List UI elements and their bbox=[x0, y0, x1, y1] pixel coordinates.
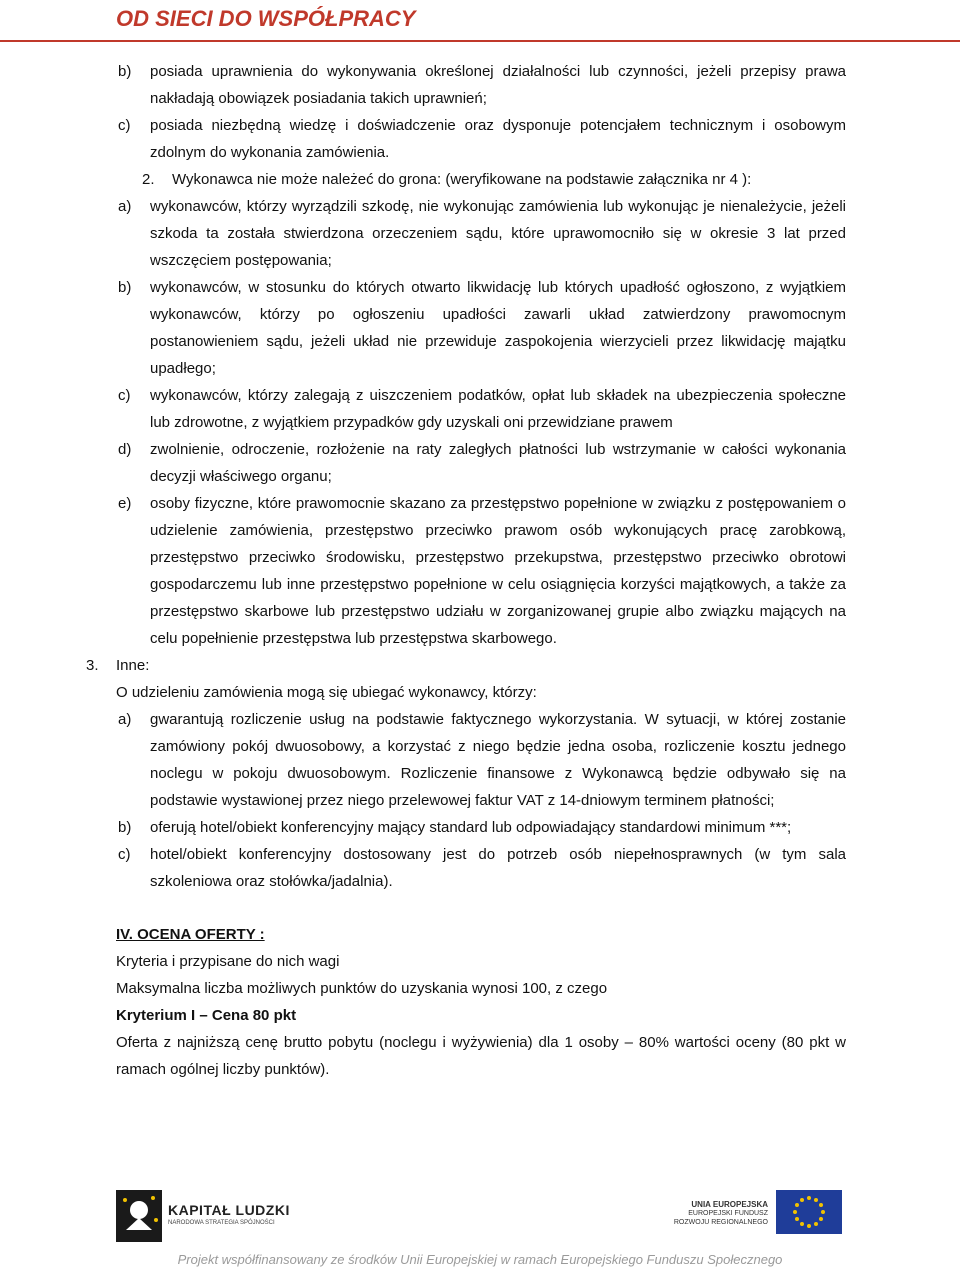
list-item-text: zwolnienie, odroczenie, rozłożenie na raty zaległych płatności lub wstrzymanie w całości wykonania decyzji właściwego organu; bbox=[150, 441, 846, 485]
eu-line-3: ROZWOJU REGIONALNEGO bbox=[673, 1219, 768, 1226]
list-marker: d) bbox=[118, 441, 132, 458]
list-item-c2 bbox=[118, 382, 846, 436]
list-item-b1 bbox=[118, 58, 846, 112]
kapital-ludzki-emblem-icon bbox=[116, 1190, 162, 1242]
list-item-e2 bbox=[118, 490, 846, 652]
list-item-text: oferują hotel/obiekt konferencyjny mający standard lub odpowiadający standardowi minimum ***; bbox=[150, 819, 792, 836]
list-item-text: gwarantują rozliczenie usług na podstawie faktycznego wykorzystania. W sytuacji, w której zostanie zamówiony pokój dwuosobowy, a korzystać z niego będzie jedna osoba, rozliczenie kosztu jednego noclegu w pokoju dwuosobowym. Rozliczenie finansowe z Wykonawcą będzie odbywało się na podstawie wystawionej przez niego przelewowej faktur VAT z 14-dniowym terminem płatności; bbox=[150, 711, 846, 809]
list-marker: e) bbox=[118, 495, 132, 512]
list-marker: a) bbox=[118, 711, 132, 728]
list-item-text: wykonawców, w stosunku do których otwarto likwidację lub których upadłość ogłoszono, z wyjątkiem wykonawców, którzy po ogłoszeniu upadłości zawarli układ zatwierdzony prawomocnym postanowieniem sądu, jeżeli układ nie przewiduje zaspokojenia wierzycieli przez likwidację majątku upadłego; bbox=[150, 279, 846, 377]
list-marker: 3. bbox=[86, 657, 99, 674]
list-item-text: wykonawców, którzy zalegają z uiszczeniem podatków, opłat lub składek na ubezpieczenia społeczne lub zdrowotne, z wyjątkiem przypadków gdy uzyskali oni przewidziane prawem bbox=[150, 387, 846, 431]
list-item-c3 bbox=[118, 841, 846, 895]
list-item-a2 bbox=[118, 193, 846, 274]
list-marker: 2. bbox=[142, 171, 155, 188]
list-item-text: posiada niezbędną wiedzę i doświadczenie oraz dysponuje potencjałem technicznym i osobowym zdolnym do wykonania zamówienia. bbox=[150, 117, 846, 161]
list-marker: c) bbox=[118, 846, 131, 863]
list-item-b3 bbox=[118, 814, 846, 841]
criterion-description bbox=[116, 1029, 846, 1083]
list-item-text: posiada uprawnienia do wykonywania określonej działalności lub czynności, jeżeli przepisy prawa nakładają obowiązek posiadania takich uprawnień; bbox=[150, 63, 846, 107]
eu-flag-icon bbox=[776, 1190, 842, 1234]
list-item-text: Wykonawca nie może należeć do grona: (weryfikowane na podstawie załącznika nr 4 ): bbox=[172, 171, 752, 188]
list-item-text: wykonawców, którzy wyrządzili szkodę, nie wykonując zamówienia lub wykonując je nienależycie, jeżeli szkoda ta została stwierdzona orzeczeniem sądu, które uprawomocniło się w okresie 3 lat przed wszczęciem postępowania; bbox=[150, 198, 846, 269]
max-points-text: Maksymalna liczba możliwych punktów do uzyskania wynosi 100, z czego bbox=[116, 980, 608, 997]
max-points-line bbox=[116, 975, 846, 1002]
list-item-c1 bbox=[118, 112, 846, 166]
kapital-ludzki-title: KAPITAŁ LUDZKI bbox=[168, 1202, 290, 1218]
list-item-text: Inne: bbox=[116, 657, 150, 674]
list-item-text: osoby fizyczne, które prawomocnie skazano za przestępstwo popełnione w związku z postępowaniem o udzielenie zamówienia, przestępstwo przeciwko prawom osób wykonujących pracę zarobkową, przestępstwo przeciwko środowisku, przestępstwo przekupstwa, przestępstwo przeciwko obrotowi gospodarczemu lub inne przestępstwo popełnione w celu osiągnięcia korzyści majątkowych, a także za przestępstwo skarbowe lub przestępstwo udziału w zorganizowanej grupie albo związku mających na celu popełnienie przestępstwa lub przestępstwa skarbowego. bbox=[150, 495, 846, 647]
criterion-title bbox=[116, 1002, 846, 1029]
numbered-item-3 bbox=[86, 652, 846, 679]
page-header-title: OD SIECI DO WSPÓŁPRACY bbox=[116, 6, 416, 31]
eu-line-1: UNIA EUROPEJSKA bbox=[691, 1200, 768, 1209]
document-body bbox=[0, 58, 960, 1083]
numbered-item-2 bbox=[142, 166, 852, 193]
criterion-title-text: Kryterium I – Cena 80 pkt bbox=[116, 1007, 297, 1024]
paragraph-text: O udzieleniu zamówienia mogą się ubiegać wykonawcy, którzy: bbox=[116, 684, 537, 701]
criteria-line bbox=[116, 948, 846, 975]
criteria-text: Kryteria i przypisane do nich wagi bbox=[116, 953, 340, 970]
criterion-description-text: Oferta z najniższą cenę brutto pobytu (noclegu i wyżywienia) dla 1 osoby – 80% wartości oceny (80 pkt w ramach ogólnej liczby punktów). bbox=[116, 1034, 846, 1078]
list-marker: c) bbox=[118, 117, 131, 134]
kapital-ludzki-logo bbox=[116, 1190, 316, 1246]
list-marker: b) bbox=[118, 819, 132, 836]
list-item-a3 bbox=[118, 706, 846, 814]
eu-logo bbox=[650, 1188, 850, 1248]
footer-cofinancing-note: Projekt współfinansowany ze środków Unii Europejskiej w ramach Europejskiego Funduszu Społecznego bbox=[177, 1252, 783, 1267]
list-item-d2 bbox=[118, 436, 846, 490]
eu-line-2: EUROPEJSKI FUNDUSZ bbox=[688, 1210, 768, 1217]
header-divider bbox=[0, 40, 960, 42]
list-item-b2 bbox=[118, 274, 846, 382]
list-marker: b) bbox=[118, 279, 132, 296]
kapital-ludzki-subtitle: NARODOWA STRATEGIA SPÓJNOŚCI bbox=[168, 1220, 275, 1226]
list-item-text: hotel/obiekt konferencyjny dostosowany jest do potrzeb osób niepełnosprawnych (w tym sala szkoleniowa oraz stołówka/jadalnia). bbox=[150, 846, 846, 890]
intro-paragraph bbox=[116, 679, 846, 706]
list-marker: b) bbox=[118, 63, 132, 80]
list-marker: c) bbox=[118, 387, 131, 404]
section-heading-text: IV. OCENA OFERTY : bbox=[116, 926, 265, 943]
list-marker: a) bbox=[118, 198, 132, 215]
page-footer bbox=[0, 1180, 960, 1273]
section-heading bbox=[116, 921, 846, 948]
